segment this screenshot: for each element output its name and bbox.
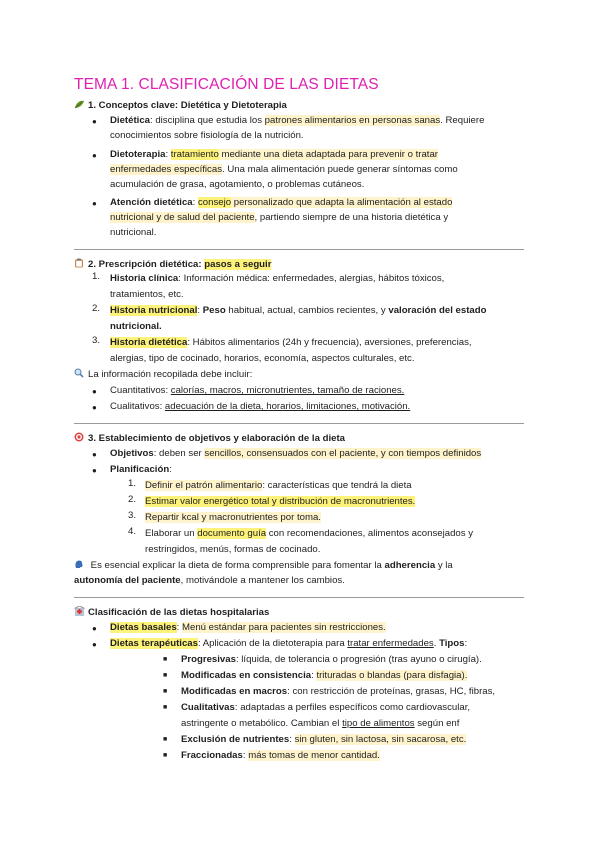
square-bullet: ■ [163,704,168,711]
bullet: ● [92,151,97,160]
section-2-heading: 2. Prescripción dietética: pasos a seguir [74,258,271,270]
s4-type-cualitativas-line1: Cualitativas: adaptadas a perfiles específicos como cardiovascular, [181,702,471,713]
s1-atencion-line2: nutricional y de salud del paciente, partiendo siempre de una historia dietética y [110,212,449,223]
s3-note-line1: Es esencial explicar la dieta de forma comprensible para fomentar la adherencia y la [74,558,453,573]
list-number: 3. [92,335,101,346]
s2-item2-line1: Historia nutricional: Peso habitual, actual, cambios recientes, y valoración del estado [110,305,487,316]
s1-atencion-line1: Atención dietética: consejo personalizado que adapta la alimentación al estado [110,197,453,208]
s2-item1-line2: tratamientos, etc. [110,289,184,300]
s4-terapeuticas: Dietas terapéuticas: Aplicación de la dietoterapia para tratar enfermedades. Tipos: [110,638,468,649]
s3-plan-step2: Estimar valor energético total y distribución de macronutrientes. [145,496,416,507]
s4-type-macros: Modificadas en macros: con restricción de proteínas, grasas, HC, fibras, [181,686,496,697]
s2-item3-line1: Historia dietética: Hábitos alimentarios (24h y frecuencia), aversiones, preferencias, [110,337,472,348]
s4-type-fraccionadas: Fraccionadas: más tomas de menor cantidad. [181,750,380,761]
page-title: TEMA 1. CLASIFICACIÓN DE LAS DIETAS [74,76,379,93]
bullet: ● [92,624,97,633]
square-bullet: ■ [163,656,168,663]
s2-item2-line2: nutricional. [110,321,162,332]
bullet: ● [92,387,97,396]
s3-plan-step1: Definir el patrón alimentario: características que tendrá la dieta [145,480,412,491]
square-bullet: ■ [163,672,168,679]
hospital-icon [74,606,85,616]
s1-atencion-line3: nutricional. [110,227,157,238]
section-1-heading: 1. Conceptos clave: Dietética y Dietoterapia [74,100,287,111]
s2-item1-line1: Historia clínica: Información médica: enfermedades, alergias, hábitos tóxicos, [110,273,445,284]
s4-type-progresivas: Progresivas: líquida, de tolerancia o progresión (tras ayuno o cirugía). [181,654,482,665]
section-3-heading: 3. Establecimiento de objetivos y elaboración de la dieta [74,432,345,444]
s4-type-exclusion: Exclusión de nutrientes: sin gluten, sin lactosa, sin sacarosa, etc. [181,734,467,745]
list-number: 2. [128,494,137,505]
s2-info-line: La información recopilada debe incluir: [74,367,252,382]
bullet: ● [92,640,97,649]
s4-basales: Dietas basales: Menú estándar para pacientes sin restricciones. [110,622,386,633]
square-bullet: ■ [163,752,168,759]
section-4-heading: Clasificación de las dietas hospitalarias [74,606,269,618]
speaking-head-icon [74,559,85,569]
magnifier-icon [74,368,85,378]
list-number: 1. [128,478,137,489]
divider [74,249,524,250]
s3-plan-step4-line2: restringidos, menús, formas de cocinado. [145,544,321,555]
bullet: ● [92,199,97,208]
square-bullet: ■ [163,736,168,743]
bullet: ● [92,466,97,475]
s2-item3-line2: alergias, tipo de cocinado, horarios, economía, aspectos culturales, etc. [110,353,415,364]
s1-dietetica-line1: Dietética: disciplina que estudia los patrones alimentarios en personas sanas. Requiere [110,115,485,126]
s3-planificacion: Planificación: [110,464,172,475]
s3-note-line2: autonomía del paciente, motivándole a mantener los cambios. [74,575,345,586]
square-bullet: ■ [163,688,168,695]
bullet: ● [92,117,97,126]
s1-dieto-line3: acumulación de grasa, agotamiento, o problemas cutáneos. [110,179,365,190]
bullet: ● [92,403,97,412]
s2-cualitativos: Cualitativos: adecuación de la dieta, horarios, limitaciones, motivación. [110,401,411,412]
bullet: ● [92,450,97,459]
s1-dieto-line2: enfermedades específicas. Una mala alimentación puede generar síntomas como [110,164,458,175]
divider [74,597,524,598]
list-number: 1. [92,271,101,282]
clipboard-icon [74,258,85,268]
s3-objetivos: Objetivos: deben ser sencillos, consensuados con el paciente, y con tiempos definidos [110,448,482,459]
s3-plan-step4-line1: Elaborar un documento guía con recomendaciones, alimentos aconsejados y [145,528,473,539]
s1-dieto-line1: Dietoterapia: tratamiento mediante una dieta adaptada para prevenir o tratar [110,149,439,160]
s3-plan-step3: Repartir kcal y macronutrientes por toma. [145,512,321,523]
leaf-icon [74,100,85,110]
s2-cuantitativos: Cuantitativos: calorías, macros, micronutrientes, tamaño de raciones. [110,385,405,396]
divider [74,423,524,424]
s4-type-consistencia: Modificadas en consistencia: trituradas o blandas (para disfagia). [181,670,468,681]
s1-dietetica-line2: conocimientos sobre fisiología de la nutrición. [110,130,304,141]
target-icon [74,432,85,442]
list-number: 2. [92,303,101,314]
s4-type-cualitativas-line2: astringente o metabólico. Cambian el tipo de alimentos según enf [181,718,460,729]
list-number: 3. [128,510,137,521]
list-number: 4. [128,526,137,537]
